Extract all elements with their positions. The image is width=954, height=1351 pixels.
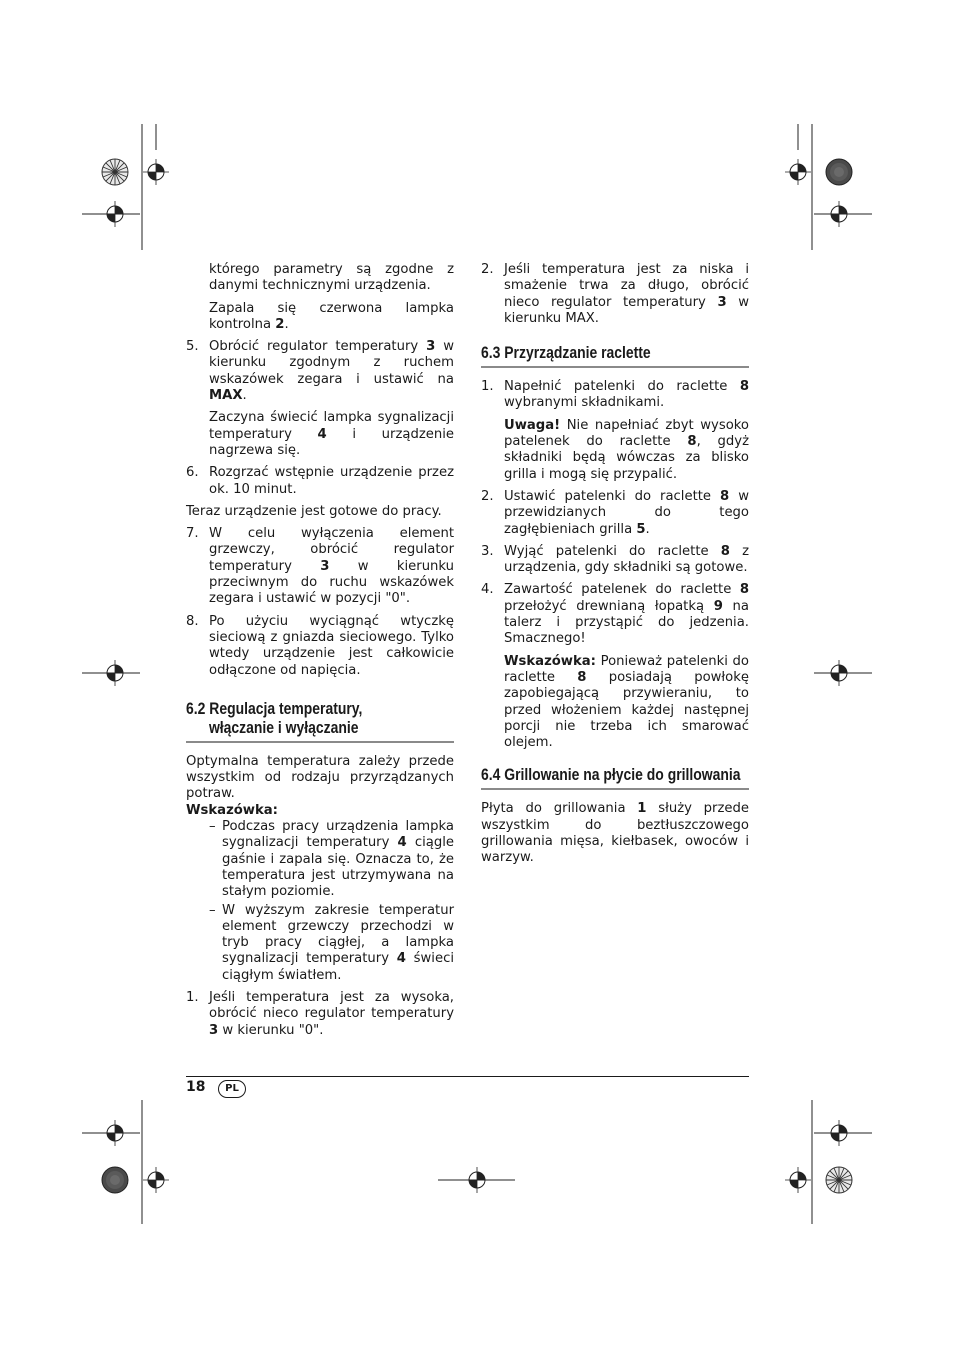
list-item-raclette-2: 2. Ustawić patelenki do raclette 8 w przewidzianych do tego zagłębieniach grilla 5. <box>481 488 749 537</box>
list-item-raclette-3: 3. Wyjąć patelenki do raclette 8 z urządzenia, gdy składniki są gotowe. <box>481 543 749 576</box>
paragraph-optimal-temperature: Optymalna temperatura zależy przede wszystkim od rodzaju przyrządzanych potraw. <box>186 753 454 802</box>
list-item-temp-low: 2. Jeśli temperatura jest za niska i smażenie trwa za długo, obrócić nieco regulator temperatury 3 w kierunku MAX. <box>481 262 749 326</box>
list-item-raclette-4: 4. Zawartość patelenek do raclette 8 przełożyć drewnianą łopatką 9 na talerz i przystąpić do jedzenia. Smacznego! <box>481 582 749 647</box>
footer-rule <box>186 1076 749 1077</box>
section-heading-6-3: 6.3 Przyrządzanie raclette <box>481 343 749 368</box>
list-item-6: 6. Rozgrzać wstępnie urządzenie przez ok. 10 minut. <box>186 465 454 497</box>
list-item-5: 5. Obrócić regulator temperatury 3 w kierunku zgodnym z ruchem wskazówek zegara i ustawić na MAX. <box>186 339 454 404</box>
list-item-7: 7. W celu wyłączenia element grzewczy, obrócić regulator temperatury 3 w kierunku przeciwnym do ruchu wskazówek zegara i ustawić w pozycji "0". <box>186 526 454 607</box>
left-column <box>186 262 454 1045</box>
note-label: Wskazówka: <box>186 802 278 818</box>
language-badge: PL <box>218 1080 246 1098</box>
paragraph-red-lamp: Zapala się czerwona lampka kontrolna 2. <box>209 300 454 332</box>
paragraph-temperature-lamp: Zaczyna świecić lampka sygnalizacji temperatury 4 i urządzenie nagrzewa się. <box>209 410 454 458</box>
list-item-8: 8. Po użyciu wyciągnąć wtyczkę sieciową z gniazda sieciowego. Tylko wtedy urządzenie jest całkowicie odłączone od napięcia. <box>186 613 454 678</box>
right-column <box>481 262 749 867</box>
paragraph-grill-plate: Płyta do grillowania 1 służy przede wszystkim do beztłuszczowego grillowania mięsa, kiełbasek, owoców i warzyw. <box>481 801 749 866</box>
bullet-item-2: – W wyższym zakresie temperatur element grzewczy przechodzi w tryb pracy ciągłej, a lampka sygnalizacji temperatury 4 świeci ciągłym światłem. <box>209 902 454 983</box>
paragraph-ready: Teraz urządzenie jest gotowe do pracy. <box>186 503 442 519</box>
list-item-temp-high: 1. Jeśli temperatura jest za wysoka, obrócić nieco regulator temperatury 3 w kierunku "0". <box>186 989 454 1038</box>
bullet-item-1: – Podczas pracy urządzenia lampka sygnalizacji temperatury 4 ciągle gaśnie i zapala się. Oznacza to, że temperatura jest utrzymywana na stałym poziomie. <box>209 819 454 900</box>
tip-paragraph: Wskazówka: Ponieważ patelenki do raclette 8 posiadają powłokę zapobiegającą przywieraniu, to przed włożeniem każdej następnej porcji nie trzeba ich smarować olejem. <box>504 653 749 751</box>
paragraph-technical-data: którego parametry są zgodne z danymi technicznymi urządzenia. <box>209 262 454 294</box>
warning-paragraph: Uwaga! Nie napełniać zbyt wysoko patelenek do raclette 8, gdyż składniki będą wówczas za blisko grilla i mogą się przypalić. <box>504 417 749 482</box>
page-number: 18 <box>186 1079 206 1095</box>
list-item-raclette-1: 1. Napełnić patelenki do raclette 8 wybranymi składnikami. <box>481 379 749 411</box>
section-heading-6-2: 6.2 Regulacja temperatury, włączanie i wyłączanie <box>186 699 454 743</box>
section-heading-6-4: 6.4 Grillowanie na płycie do grillowania <box>481 765 749 790</box>
